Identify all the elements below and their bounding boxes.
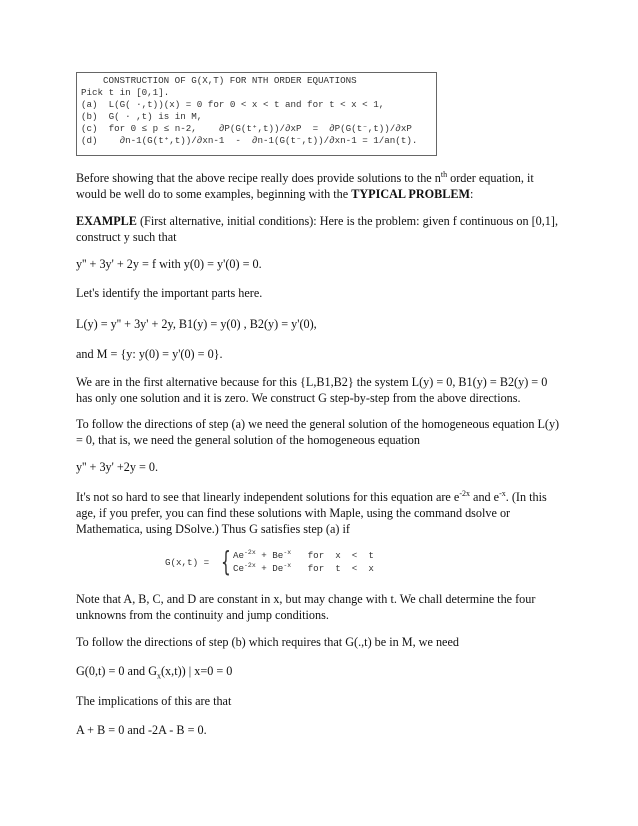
equation-space-m: and M = {y: y(0) = y'(0) = 0}. (76, 347, 223, 361)
g-case-2: $Ce^{-2x} + De^{-x}$ for t < x (233, 561, 374, 574)
equation-problem: y'' + 3y' + 2y = f with y(0) = y'(0) = 0. (76, 257, 262, 271)
figure-line-b: (b) G( · ,t) is in M, (81, 111, 203, 122)
figure-line-pick: Pick t in [0,1]. (81, 87, 170, 98)
paragraph-step-a: To follow the directions of step (a) we need the general solution of the homogeneous equation L(y) = 0, that is, we need the general solution of the homogeneous equation (76, 417, 560, 447)
paragraph-step-b: To follow the directions of step (b) which requires that G(.,t) be in M, we need (76, 635, 459, 649)
piecewise-green-function (165, 547, 395, 581)
paragraph-implications: The implications of this are that (76, 694, 232, 708)
g-lhs: G(x,t) = (165, 557, 210, 568)
figure-line-c: (c) for 0 ≤ p ≤ n-2, ∂P(G(t⁺,t))/∂xP = ∂P(G(t⁻,t))/∂xP (81, 123, 412, 134)
paragraph-intro: Before showing that the above recipe really does provide solutions to the $n^{th}$ order equation, it would be well do to some examples, beginning with the TYPICAL PROBLEM: (76, 169, 534, 201)
equation-operators: L(y) = y'' + 3y' + 2y, B1(y) = y(0) , B2(y) = y'(0), (76, 317, 317, 331)
paragraph-solutions: It's not so hard to see that linearly independent solutions for this equation are $e^{-2x}$ and $e^{-x}$. (In this age, if you prefer, you can find these solutions with Maple, using the command dsolve or Mathematica, using DSolve.) Thus G satisfies step (a) if (76, 488, 547, 536)
paragraph-identify: Let's identify the important parts here. (76, 286, 263, 300)
equation-boundary: G(0,t) = 0 and $G_x(x,t)$) | x=0 = 0 (76, 664, 233, 681)
figure-line-a: (a) L(G( ·,t))(x) = 0 for 0 < x < t and for t < x < 1, (81, 99, 385, 110)
paragraph-constants: Note that A, B, C, and D are constant in x, but may change with t. We chall determine the four unknowns from the continuity and jump conditions. (76, 592, 536, 622)
construction-figure (76, 72, 437, 156)
paragraph-example: EXAMPLE (First alternative, initial conditions): Here is the problem: given f continuous on [0,1], construct y such that (76, 214, 558, 244)
figure-line-d: (d) ∂n-1(G(t⁺,t))/∂xn-1 - ∂n-1(G(t⁻,t))/∂xn-1 = 1/an(t). (81, 135, 418, 146)
equation-homogeneous: y'' + 3y' +2y = 0. (76, 460, 159, 474)
g-case-1: $Ae^{-2x} + Be^{-x}$ for x < t (233, 548, 374, 561)
equation-linear-system: A + B = 0 and -2A - B = 0. (76, 723, 207, 737)
paragraph-first-alternative: We are in the first alternative because for this {L,B1,B2} the system L(y) = 0, B1(y) = B2(y) = 0 has only one solution and it is zero. We construct G step-by-step from the above directions. (76, 375, 548, 405)
left-brace-icon: { (221, 545, 231, 578)
figure-title: CONSTRUCTION OF G(X,T) FOR NTH ORDER EQUATIONS (103, 75, 357, 86)
